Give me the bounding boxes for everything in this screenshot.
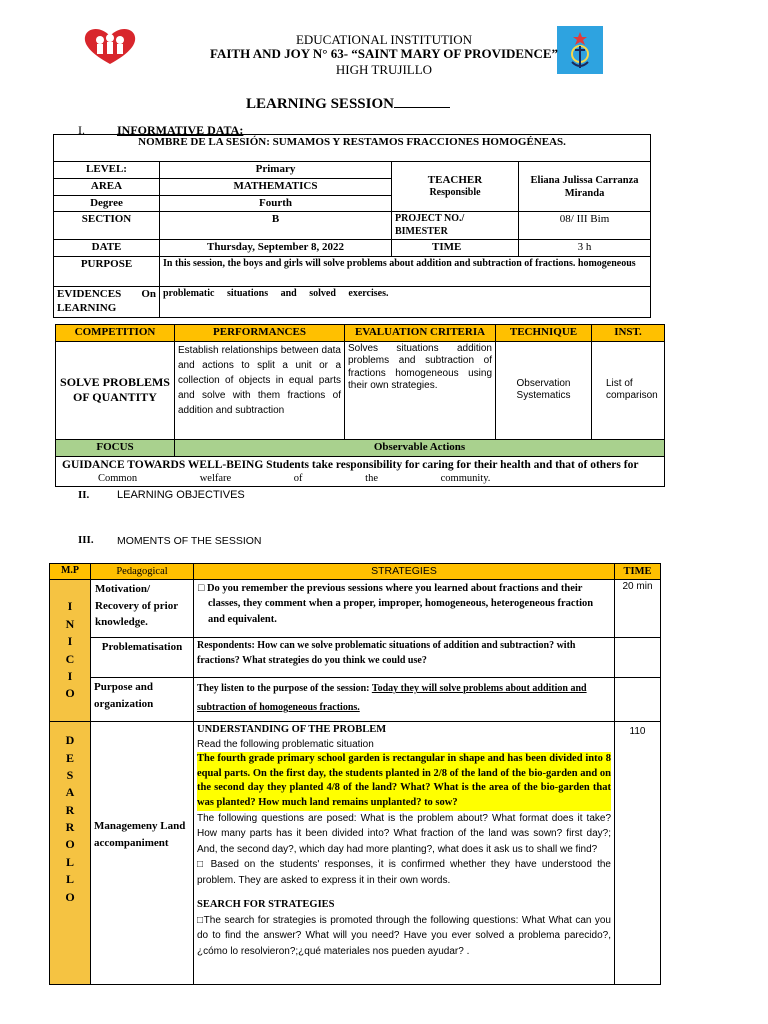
time-label: TIME [392, 240, 519, 257]
col-pedagogical: Pedagogical [91, 564, 194, 580]
teacher-name: Eliana Julissa Carranza Miranda [519, 162, 651, 212]
col-competition: COMPETITION [56, 325, 175, 342]
date-label: DATE [54, 240, 160, 257]
col-mp: M.P [50, 564, 91, 580]
problem-statement: The fourth grade primary school garden is rectangular in shape and has been divided into 8 equal parts. On the first day, the students planted in 2/8 of the land of the bio-garden and on the second day they planted 4/8 of the land? What? What is the area of the bio-garden that was planted? How much land remains unplanted? to sow? [197, 752, 611, 811]
purpose-intro: They listen to the purpose of the session: [197, 683, 372, 695]
focus-text [56, 456, 665, 487]
instrument-value: List of comparison [592, 341, 665, 439]
inicio-label: I N I C I O [50, 580, 91, 722]
motivation-text: □ Do you remember the previous sessions where you learned about fractions and their classes, they comment when a proper, improper, homogeneous, heterogeneous fraction and equivalent. [194, 580, 615, 638]
informative-data-table [53, 134, 651, 318]
col-criteria: EVALUATION CRITERIA [345, 325, 496, 342]
institution-name: FAITH AND JOY N° 63- “SAINT MARY OF PROVIDENCE” [209, 46, 559, 61]
evidence-value: problematic situations and solved exercises. [160, 287, 651, 318]
responsible-label: Responsible [429, 187, 481, 199]
problematisation-text: Respondents: How can we solve problematic situations of addition and subtraction? with fractions? What strategies do you think we could use? [194, 638, 615, 678]
management-time: 110 [615, 722, 661, 985]
col-technique: TECHNIQUE [496, 325, 592, 342]
section2-heading: LEARNING OBJECTIVES [117, 489, 245, 501]
page-title: LEARNING SESSION [246, 95, 450, 113]
time-value: 3 h [519, 240, 651, 257]
section2-numeral: II. [78, 489, 90, 501]
search-text: □The search for strategies is promoted through the following questions: What What can you do to find the answer? What will you need? Have you ever solved a problema parecido?, ¿cómo lo resolvieron?;¿qué materiales nos pueden ayudar? . [197, 914, 611, 957]
teacher-label: TEACHER [427, 173, 483, 186]
section3-heading: MOMENTS OF THE SESSION [117, 535, 262, 547]
motivation-label: Motivation/ Recovery of prior knowledge. [91, 580, 194, 638]
degree-label: Degree [54, 195, 160, 212]
understanding-title: UNDERSTANDING OF THE PROBLEM [197, 724, 387, 736]
posed-questions: The following questions are posed: What is the problem about? What format does it take? How many parts has it been divided into? What fraction of the land was sown? first day?; And, the second day?, which day had more planting?, what does it ask us to shall we find? [197, 812, 611, 855]
competence-table [55, 324, 665, 487]
section1-heading: INFORMATIVE DATA: [117, 123, 244, 137]
confirm-understanding: □ Based on the students' responses, it is confirmed whether they have understood the problem. They are asked to express it in their own words. [197, 859, 611, 886]
performance-value: Establish relationships between data and actions to split a unit or a collection of objects in equal parts and solve with them fractions of addition and subtraction [175, 341, 345, 439]
purpose-goal: Today they will solve problems about addition and subtraction of homogeneous fractions. [197, 683, 587, 714]
observable-actions-label: Observable Actions [175, 439, 665, 456]
focus-line-1: GUIDANCE TOWARDS WELL-BEING Students take responsibility for caring for their health and that of others for [62, 458, 639, 471]
evidence-label: EVIDENCES On LEARNING [54, 287, 160, 318]
project-label: PROJECT NO./ BIMESTER [392, 212, 519, 240]
col-strategies: STRATEGIES [194, 564, 615, 580]
section1-numeral: I. [78, 123, 85, 137]
technique-value: Observation Systematics [496, 341, 592, 439]
area-label: AREA [54, 178, 160, 195]
read-line: Read the following problematic situation [197, 738, 374, 750]
competition-value: SOLVE PROBLEMS OF QUANTITY [56, 341, 175, 439]
purpose-label: PURPOSE [54, 257, 160, 287]
session-name: NOMBRE DE LA SESIÓN: SUMAMOS Y RESTAMOS FRACCIONES HOMOGÉNEAS. [54, 135, 651, 162]
focus-label: FOCUS [56, 439, 175, 456]
area-value: MATHEMATICS [160, 178, 392, 195]
section-value: B [160, 212, 392, 240]
criteria-value: Solves situations addition problems and subtraction of fractions homogeneous using their own strategies. [345, 341, 496, 439]
purpose-org-label: Purpose and organization [91, 678, 194, 722]
search-title: SEARCH FOR STRATEGIES [197, 899, 335, 911]
institution-location: HIGH TRUJILLO [335, 62, 433, 77]
teacher-cell [392, 162, 519, 212]
section3-numeral: III. [78, 534, 94, 546]
moments-table [49, 563, 661, 985]
purpose-value: In this session, the boys and girls will solve problems about addition and subtraction of fractions. homogeneous [160, 257, 651, 287]
level-value: Primary [160, 162, 392, 179]
col-instrument: INST. [592, 325, 665, 342]
development-strategies [194, 722, 615, 985]
date-value: Thursday, September 8, 2022 [160, 240, 392, 257]
management-label: Managemeny Land accompaniment [91, 722, 194, 985]
desarrollo-label: D E S A R R O L L O [50, 722, 91, 985]
institution-type: EDUCATIONAL INSTITUTION [295, 32, 473, 47]
section-label: SECTION [54, 212, 160, 240]
col-performances: PERFORMANCES [175, 325, 345, 342]
col-time: TIME [615, 564, 661, 580]
project-value: 08/ III Bim [519, 212, 651, 240]
motivation-time: 20 min [615, 580, 661, 638]
purpose-org-text [194, 678, 615, 722]
focus-line-2: Common welfare of the community. [98, 472, 491, 484]
level-label: LEVEL: [54, 162, 160, 179]
degree-value: Fourth [160, 195, 392, 212]
school-logo [80, 26, 140, 66]
problematisation-label: Problematisation [91, 638, 194, 678]
